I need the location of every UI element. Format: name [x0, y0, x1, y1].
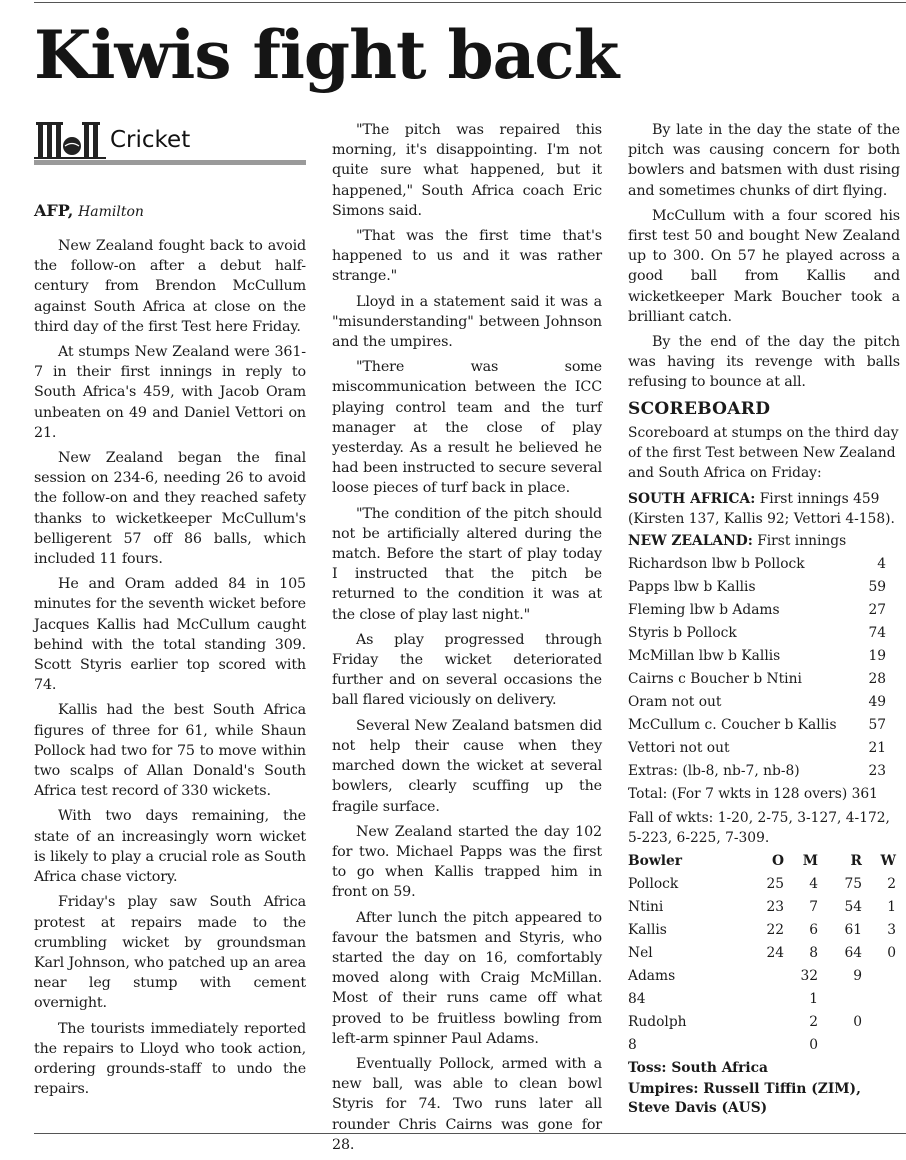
- total-line: Total: (For 7 wkts in 128 overs) 361: [628, 785, 878, 802]
- wickets: 1: [809, 990, 818, 1007]
- batting-row: [628, 691, 900, 714]
- byline: [34, 201, 306, 220]
- batting-row: [628, 714, 900, 737]
- runs: 28: [868, 670, 886, 687]
- batting-row: [628, 645, 900, 668]
- fall-of-wickets: Fall of wkts: 1-20, 2-75, 3-127, 4-172, 5-223, 6-225, 7-309.: [628, 809, 890, 846]
- wickets: 0: [809, 1036, 818, 1053]
- bowler: Kallis: [628, 921, 667, 938]
- paragraph: McCullum with a four scored his first test 50 and bought New Zealand up to 300. On 57 he played across a good ball from Kallis and wicketkeeper Mark Boucher took a brilliant catch.: [628, 207, 900, 325]
- batsman: Papps lbw b Kallis: [628, 578, 756, 595]
- batsman: Richardson lbw b Pollock: [628, 555, 805, 572]
- maidens: 0: [853, 1013, 862, 1030]
- column-3: [628, 120, 900, 1118]
- wickets: 0: [887, 944, 896, 961]
- batting-row: [628, 576, 900, 599]
- headline: Kiwis fight back: [34, 16, 619, 94]
- wickets: 3: [887, 921, 896, 938]
- overs: 23: [766, 898, 784, 915]
- runs: 21: [868, 739, 886, 756]
- bowler-col-header: Bowler: [628, 852, 683, 869]
- byline-location: Hamilton: [78, 204, 144, 220]
- bottom-rule: [34, 1133, 906, 1134]
- sa-label: SOUTH AFRICA:: [628, 490, 756, 507]
- bowler: Nel: [628, 944, 653, 961]
- runs: 4: [877, 555, 886, 572]
- bowling-row: [628, 919, 900, 942]
- scoreboard-heading: SCOREBOARD: [628, 398, 771, 419]
- maidens-col-header: M: [802, 852, 818, 869]
- cricket-wicket-icon: [34, 121, 106, 159]
- overs-col-header: O: [771, 852, 784, 869]
- paragraph: By the end of the day the pitch was having its revenge with balls refusing to bounce at all.: [628, 334, 900, 391]
- overs: 2: [809, 1013, 818, 1030]
- maidens: 9: [853, 967, 862, 984]
- runs-conceded: 8: [628, 1036, 637, 1053]
- paragraph: Kallis had the best South Africa figures of three for 61, while Shaun Pollock had two for 75 to move within two scalps of Allan Donald's South Africa test record of 330 wickets.: [34, 702, 306, 800]
- batsman: Styris b Pollock: [628, 624, 737, 641]
- wickets: 2: [887, 875, 896, 892]
- bowling-row: [628, 942, 900, 965]
- paragraph: New Zealand began the final session on 234-6, needing 26 to avoid the follow-on and they reached safety thanks to wicketkeeper McCullum's belligerent 57 off 86 balls, which included 11 fours.: [34, 450, 306, 568]
- bowling-row-rudolph-wrap: [628, 1034, 900, 1057]
- bowling-row-adams-wrap: [628, 988, 900, 1011]
- overs: 32: [800, 967, 818, 984]
- top-rule: [34, 2, 906, 3]
- batsman: Fleming lbw b Adams: [628, 601, 780, 618]
- runs: 57: [868, 716, 886, 733]
- umpires: Umpires: Russell Tiffin (ZIM), Steve Davis (AUS): [628, 1080, 861, 1116]
- paragraph: "The pitch was repaired this morning, it's disappointing. I'm not quite sure what happened, but it happened," South Africa coach Eric Simons said.: [332, 122, 602, 219]
- bowler: Adams: [628, 967, 676, 984]
- paragraph: "That was the first time that's happened to us and it was rather strange.": [332, 228, 602, 285]
- batting-row: [628, 599, 900, 622]
- bowler: Pollock: [628, 875, 679, 892]
- paragraph: Eventually Pollock, armed with a new ball, was able to clean bowl Styris for 74. Two runs later all rounder Chris Cairns was gone for 28.: [332, 1055, 602, 1153]
- scoreboard: [628, 423, 900, 1118]
- overs: 25: [766, 875, 784, 892]
- byline-agency: AFP,: [34, 201, 74, 220]
- wickets: 1: [887, 898, 896, 915]
- paragraph: "There was some miscommunication between the ICC playing control team and the turf manager at the close of play yesterday. As a result he believed he had been instructed to secure several loose pieces of turf back in place.: [332, 359, 602, 497]
- paragraph: New Zealand started the day 102 for two. Michael Papps was the first to go when Kallis trapped him in front on 59.: [332, 823, 602, 901]
- runs: 49: [868, 693, 886, 710]
- maidens: 8: [809, 944, 818, 961]
- batting-row: [628, 737, 900, 760]
- runs-conceded: 54: [844, 898, 862, 915]
- paragraph: As play progressed through Friday the wicket deteriorated further and on several occasions the ball flared viciously on delivery.: [332, 631, 602, 709]
- bowler: Rudolph: [628, 1013, 687, 1030]
- paragraph: Friday's play saw South Africa protest at repairs made to the crumbling wicket by groundsman Karl Johnson, who patched up an area near leg stump with cement overnight.: [34, 894, 306, 1012]
- nz-label: NEW ZEALAND:: [628, 532, 753, 549]
- maidens: 6: [809, 921, 818, 938]
- bowling-row-rudolph: [628, 1011, 900, 1034]
- bowling-row-adams: [628, 965, 900, 988]
- runs-col-header: R: [850, 852, 862, 869]
- wickets-col-header: W: [880, 852, 896, 869]
- batsman: Oram not out: [628, 693, 722, 710]
- column-2: [332, 120, 602, 1160]
- batsman: McMillan lbw b Kallis: [628, 647, 781, 664]
- runs: 27: [868, 601, 886, 618]
- batsman: McCullum c. Coucher b Kallis: [628, 716, 837, 733]
- toss: Toss: South Africa: [628, 1059, 768, 1076]
- runs-conceded: 64: [844, 944, 862, 961]
- batting-row: [628, 622, 900, 645]
- runs-conceded: 84: [628, 990, 646, 1007]
- runs-conceded: 75: [844, 875, 862, 892]
- runs: 74: [868, 624, 886, 641]
- section-tag: [34, 120, 306, 165]
- paragraph: The tourists immediately reported the repairs to Lloyd who took action, ordering grounds-staff to undo the repairs.: [34, 1020, 306, 1098]
- overs: 22: [766, 921, 784, 938]
- bowler: Ntini: [628, 898, 664, 915]
- overs: 24: [766, 944, 784, 961]
- column-1: [34, 120, 306, 1104]
- batting-row: [628, 668, 900, 691]
- bowling-row: [628, 896, 900, 919]
- paragraph: After lunch the pitch appeared to favour the batsmen and Styris, who started the day on 16, comfortably moved along with Craig McMillan. Most of their runs came off what proved to be fruitless bowling from left-arm spinner Paul Adams.: [332, 909, 602, 1047]
- maidens: 7: [809, 898, 818, 915]
- section-label: Cricket: [110, 127, 191, 153]
- paragraph: Several New Zealand batsmen did not help their cause when they marched down the wicket at several bowlers, clearly scuffing up the fragile surface.: [332, 717, 602, 815]
- paragraph: At stumps New Zealand were 361-7 in their first innings in reply to South Africa's 459, with Jacob Oram unbeaten on 49 and Daniel Vettori on 21.: [34, 344, 306, 441]
- runs: 59: [868, 578, 886, 595]
- paragraph: New Zealand fought back to avoid the follow-on after a debut half-century from Brendon McCullum against South Africa at close on the third day of the first Test here Friday.: [34, 238, 306, 335]
- sa-text: First innings 459 (Kirsten 137, Kallis 92; Vettori 4-158).: [628, 490, 895, 527]
- paragraph: By late in the day the state of the pitch was causing concern for both bowlers and batsmen with dust rising and sometimes chunks of dirt flying.: [628, 122, 900, 199]
- scoreboard-intro: Scoreboard at stumps on the third day of the first Test between New Zealand and South Africa on Friday:: [628, 424, 899, 481]
- runs-conceded: 61: [844, 921, 862, 938]
- sa-innings: [628, 489, 900, 529]
- paragraph: He and Oram added 84 in 105 minutes for the seventh wicket before Jacques Kallis had McCullum caught behind with the total standing 309. Scott Styris earlier top scored with 74.: [34, 576, 306, 694]
- extras-runs: 23: [868, 762, 886, 779]
- bowling-row: [628, 873, 900, 896]
- batsman: Cairns c Boucher b Ntini: [628, 670, 802, 687]
- nz-innings: [628, 531, 900, 551]
- batting-row: [628, 553, 900, 576]
- bowling-header: [628, 850, 900, 873]
- paragraph: With two days remaining, the state of an increasingly worn wicket is likely to play a crucial role as South Africa chase victory.: [34, 808, 306, 886]
- batsman: Vettori not out: [628, 739, 730, 756]
- extras-row: [628, 760, 900, 783]
- paragraph: "The condition of the pitch should not be artificially altered during the match. Before the start of play today I instructed that the pitch be returned to the condition it was at the close of play last night.": [332, 505, 602, 623]
- runs: 19: [868, 647, 886, 664]
- extras-label: Extras: (lb-8, nb-7, nb-8): [628, 762, 800, 779]
- maidens: 4: [809, 875, 818, 892]
- paragraph: Lloyd in a statement said it was a "misunderstanding" between Johnson and the umpires.: [332, 293, 602, 351]
- nz-text: First innings: [757, 532, 847, 549]
